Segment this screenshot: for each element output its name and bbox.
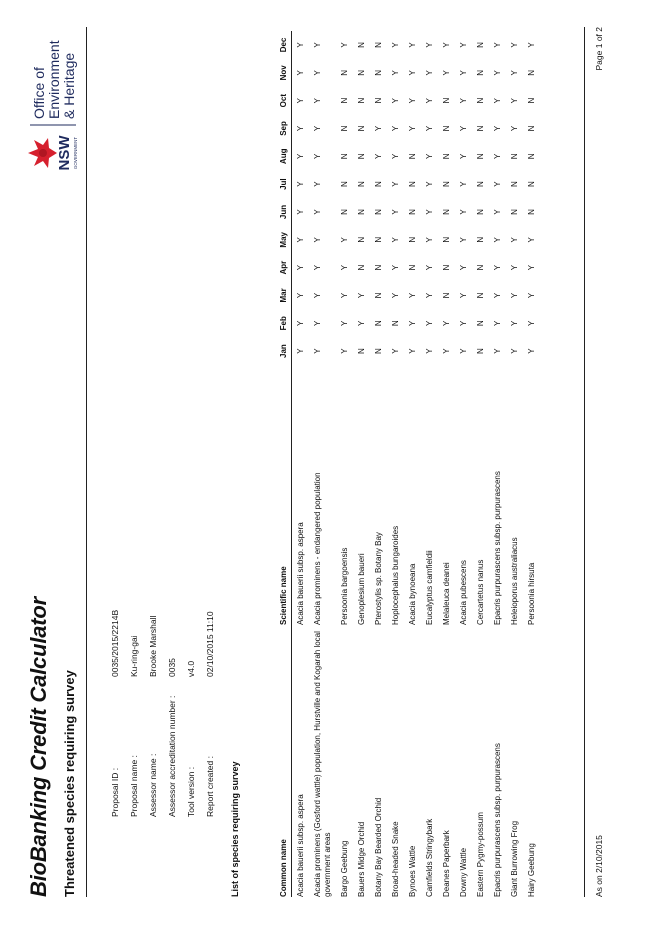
month-survey-cell: Y — [391, 125, 400, 132]
month-survey-cell: Y — [425, 348, 434, 354]
month-survey-cell: Y — [527, 292, 536, 299]
common-name-cell: Bynoes Wattle — [408, 845, 417, 897]
scientific-name-cell: Hoplocephalus bungaroides — [391, 525, 400, 625]
month-survey-cell: Y — [408, 42, 417, 48]
col-month-feb: Feb — [268, 309, 292, 337]
month-survey-cell: N — [476, 42, 485, 48]
common-name-cell: Giant Burrowing Frog — [510, 820, 519, 897]
table-row — [455, 31, 472, 897]
month-survey-cell: Y — [374, 153, 383, 159]
month-survey-cell: Y — [442, 42, 451, 48]
month-survey-cell: Y — [391, 264, 400, 271]
month-survey-cell: N — [510, 209, 519, 215]
month-survey-cell: N — [442, 97, 451, 104]
month-survey-cell: N — [408, 153, 417, 160]
month-survey-cell: N — [340, 97, 349, 104]
month-survey-cell: N — [442, 181, 451, 188]
month-survey-cell: N — [442, 125, 451, 132]
month-survey-cell: Y — [296, 320, 305, 326]
month-survey-cell: Y — [296, 97, 305, 104]
waratah-icon — [28, 138, 57, 168]
month-survey-cell: N — [476, 292, 485, 299]
month-survey-cell: N — [374, 209, 383, 215]
month-survey-cell: N — [408, 181, 417, 188]
report-subtitle: Threatened species requiring survey — [62, 670, 77, 897]
meta-value: Ku-ring-gai — [129, 635, 139, 677]
month-survey-cell: N — [357, 97, 366, 104]
meta-label: Proposal name : — [129, 755, 139, 817]
month-survey-cell: Y — [340, 42, 349, 48]
month-survey-cell: Y — [296, 348, 305, 354]
logo-environment: Environment — [46, 40, 62, 119]
month-survey-cell: Y — [442, 320, 451, 326]
proposal-details — [110, 610, 224, 817]
month-survey-cell: Y — [510, 348, 519, 354]
month-survey-cell: Y — [459, 320, 468, 326]
meta-row-tool-version — [186, 610, 205, 817]
header-divider — [86, 27, 87, 897]
month-survey-cell: Y — [493, 181, 502, 187]
month-survey-cell: Y — [459, 209, 468, 215]
month-survey-cell: Y — [459, 153, 468, 159]
month-survey-cell: Y — [425, 181, 434, 187]
table-body — [292, 31, 541, 897]
month-survey-cell: Y — [459, 42, 468, 48]
month-survey-cell: Y — [296, 237, 305, 243]
month-survey-cell: N — [527, 153, 536, 160]
col-month-aug: Aug — [268, 142, 292, 170]
month-survey-cell: Y — [493, 292, 502, 299]
table-header-row — [268, 31, 292, 897]
month-survey-cell: N — [442, 292, 451, 299]
month-survey-cell: N — [374, 42, 383, 48]
month-survey-cell: Y — [442, 348, 451, 354]
month-survey-cell: Y — [459, 125, 468, 132]
scientific-name-cell: Melaleuca deanei — [442, 562, 451, 625]
month-survey-cell: N — [527, 181, 536, 188]
scientific-name-cell: Acacia bauerii subsp. aspera — [296, 522, 305, 625]
month-survey-cell: Y — [313, 97, 322, 104]
month-survey-cell: Y — [408, 125, 417, 132]
col-month-jun: Jun — [268, 198, 292, 226]
month-survey-cell: Y — [527, 348, 536, 354]
month-survey-cell: N — [442, 153, 451, 160]
month-survey-cell: N — [357, 209, 366, 215]
meta-value: v4.0 — [186, 660, 196, 677]
meta-row-accreditation — [167, 610, 186, 817]
month-survey-cell: Y — [340, 348, 349, 354]
month-survey-cell: Y — [510, 97, 519, 104]
month-survey-cell: Y — [459, 181, 468, 187]
month-survey-cell: Y — [313, 181, 322, 187]
scientific-name-cell: Genoplesium baueri — [357, 553, 366, 625]
month-survey-cell: N — [374, 264, 383, 271]
month-survey-cell: N — [476, 97, 485, 104]
month-survey-cell: Y — [313, 348, 322, 354]
month-survey-cell: Y — [408, 70, 417, 76]
month-survey-cell: Y — [391, 209, 400, 215]
month-survey-cell: N — [357, 42, 366, 48]
month-survey-cell: N — [357, 264, 366, 271]
meta-value: Brooke Marshall — [148, 615, 158, 677]
common-name-cell: Botany Bay Bearded Orchid — [374, 797, 383, 897]
month-survey-cell: N — [357, 69, 366, 76]
month-survey-cell: N — [374, 320, 383, 327]
month-survey-cell: Y — [510, 125, 519, 132]
month-survey-cell: Y — [425, 153, 434, 159]
month-survey-cell: Y — [296, 70, 305, 76]
month-survey-cell: Y — [340, 320, 349, 326]
month-survey-cell: Y — [296, 42, 305, 48]
meta-label: Assessor name : — [148, 753, 158, 817]
month-survey-cell: Y — [408, 320, 417, 326]
meta-value: 02/10/2015 11:10 — [205, 611, 215, 677]
month-survey-cell: Y — [425, 97, 434, 104]
month-survey-cell: Y — [425, 209, 434, 215]
month-survey-cell: Y — [425, 42, 434, 48]
month-survey-cell: Y — [493, 42, 502, 48]
meta-label: Assessor accreditation number : — [167, 695, 177, 817]
month-survey-cell: Y — [391, 292, 400, 299]
month-survey-cell: Y — [493, 97, 502, 104]
common-name-cell: Hairy Geebung — [527, 843, 536, 897]
scientific-name-cell: Persoonia hirsuta — [527, 562, 536, 625]
month-survey-cell: Y — [493, 70, 502, 76]
month-survey-cell: Y — [313, 292, 322, 299]
meta-row-proposal-name — [129, 610, 148, 817]
month-survey-cell: N — [510, 153, 519, 160]
month-survey-cell: N — [340, 181, 349, 188]
month-survey-cell: N — [476, 264, 485, 271]
month-survey-cell: Y — [391, 70, 400, 76]
table-row — [489, 31, 506, 897]
table-row — [472, 31, 489, 897]
month-survey-cell: Y — [340, 237, 349, 243]
month-survey-cell: Y — [391, 348, 400, 354]
month-survey-cell: Y — [425, 320, 434, 326]
logo-heritage: & Heritage — [61, 52, 77, 119]
month-survey-cell: Y — [493, 125, 502, 132]
month-survey-cell: Y — [313, 70, 322, 76]
month-survey-cell: N — [408, 264, 417, 271]
month-survey-cell: N — [374, 69, 383, 76]
meta-label: Report created : — [205, 756, 215, 817]
month-survey-cell: Y — [493, 264, 502, 271]
month-survey-cell: Y — [391, 42, 400, 48]
month-survey-cell: N — [476, 209, 485, 215]
col-month-apr: Apr — [268, 254, 292, 282]
scientific-name-cell: Cercartetus nanus — [476, 559, 485, 625]
table-row — [523, 31, 540, 897]
scientific-name-cell: Eucalyptus camfieldii — [425, 550, 434, 625]
month-survey-cell: Y — [493, 153, 502, 159]
month-survey-cell: Y — [510, 42, 519, 48]
month-survey-cell: Y — [493, 209, 502, 215]
meta-label: Tool version : — [186, 766, 196, 817]
month-survey-cell: N — [408, 236, 417, 243]
month-survey-cell: N — [476, 69, 485, 76]
month-survey-cell: Y — [493, 348, 502, 354]
month-survey-cell: Y — [313, 125, 322, 132]
month-survey-cell: Y — [510, 292, 519, 299]
species-table — [268, 31, 540, 897]
month-survey-cell: N — [527, 209, 536, 215]
month-survey-cell: N — [391, 320, 400, 327]
table-row — [353, 31, 370, 897]
month-survey-cell: N — [476, 236, 485, 243]
oeh-logo — [26, 15, 80, 175]
scientific-name-cell: Acacia bynoeana — [408, 563, 417, 625]
month-survey-cell: Y — [425, 70, 434, 76]
month-survey-cell: Y — [391, 153, 400, 159]
common-name-cell: Bargo Geebung — [340, 840, 349, 897]
meta-label: Proposal ID : — [110, 767, 120, 817]
month-survey-cell: Y — [493, 237, 502, 243]
month-survey-cell: N — [476, 181, 485, 188]
month-survey-cell: Y — [425, 264, 434, 271]
col-month-jul: Jul — [268, 170, 292, 198]
month-survey-cell: N — [527, 69, 536, 76]
month-survey-cell: Y — [296, 153, 305, 159]
common-name-cell: Camfields Stringybark — [425, 818, 434, 897]
common-name-cell: Bauers Midge Orchid — [357, 821, 366, 897]
scientific-name-cell: Pterostylis sp. Botany Bay — [374, 532, 383, 625]
month-survey-cell: Y — [296, 209, 305, 215]
month-survey-cell: Y — [510, 320, 519, 326]
col-month-nov: Nov — [268, 59, 292, 87]
month-survey-cell: Y — [459, 292, 468, 299]
scientific-name-cell: Epacris purpurascens subsp. purpurascens — [493, 471, 502, 625]
col-scientific-name: Scientific name — [268, 365, 292, 625]
month-survey-cell: N — [442, 236, 451, 243]
scientific-name-cell: Persoonia bargoensis — [340, 547, 349, 625]
month-survey-cell: Y — [527, 237, 536, 243]
col-month-mar: Mar — [268, 282, 292, 310]
scientific-name-cell: Acacia pubescens — [459, 560, 468, 625]
month-survey-cell: Y — [296, 264, 305, 271]
month-survey-cell: N — [374, 292, 383, 299]
common-name-cell: Eastern Pygmy-possum — [476, 812, 485, 897]
logo-nsw: NSW — [56, 135, 73, 171]
month-survey-cell: Y — [391, 181, 400, 187]
col-month-dec: Dec — [268, 31, 292, 59]
col-month-may: May — [268, 226, 292, 254]
month-survey-cell: N — [476, 153, 485, 160]
month-survey-cell: Y — [357, 320, 366, 326]
month-survey-cell: Y — [313, 42, 322, 48]
month-survey-cell: N — [408, 209, 417, 215]
month-survey-cell: N — [374, 181, 383, 188]
month-survey-cell: Y — [527, 320, 536, 326]
month-survey-cell: Y — [425, 237, 434, 243]
month-survey-cell: N — [340, 153, 349, 160]
meta-row-report-created — [205, 610, 224, 817]
table-row — [404, 31, 421, 897]
month-survey-cell: N — [357, 181, 366, 188]
month-survey-cell: Y — [527, 42, 536, 48]
month-survey-cell: N — [340, 209, 349, 215]
month-survey-cell: Y — [442, 70, 451, 76]
month-survey-cell: Y — [425, 292, 434, 299]
common-name-cell: Downy Wattle — [459, 847, 468, 897]
month-survey-cell: Y — [510, 237, 519, 243]
month-survey-cell: Y — [459, 348, 468, 354]
table-row — [438, 31, 455, 897]
month-survey-cell: N — [340, 125, 349, 132]
month-survey-cell: N — [476, 125, 485, 132]
table-row — [292, 31, 310, 897]
month-survey-cell: Y — [510, 264, 519, 271]
month-survey-cell: N — [357, 348, 366, 354]
month-survey-cell: N — [527, 97, 536, 104]
footer-divider — [584, 27, 585, 897]
month-survey-cell: Y — [459, 264, 468, 271]
month-survey-cell: N — [442, 264, 451, 271]
month-survey-cell: Y — [296, 125, 305, 132]
footer-date: As on 2/10/2015 — [594, 835, 604, 897]
month-survey-cell: Y — [493, 320, 502, 326]
common-name-cell: Epacris purpurascens subsp. purpurascens — [493, 743, 502, 897]
footer-page-number: Page 1 of 2 — [594, 27, 604, 71]
month-survey-cell: N — [374, 236, 383, 243]
meta-value: 0035 — [167, 658, 177, 677]
month-survey-cell: Y — [313, 209, 322, 215]
scientific-name-cell: Acacia prominens - endangered population — [313, 472, 322, 625]
month-survey-cell: Y — [408, 97, 417, 104]
table-row — [387, 31, 404, 897]
month-survey-cell: N — [357, 153, 366, 160]
month-survey-cell: Y — [313, 320, 322, 326]
month-survey-cell: Y — [408, 348, 417, 354]
month-survey-cell: Y — [425, 125, 434, 132]
month-survey-cell: N — [357, 236, 366, 243]
month-survey-cell: Y — [313, 264, 322, 271]
month-survey-cell: Y — [527, 264, 536, 271]
month-survey-cell: N — [527, 125, 536, 132]
table-row — [309, 31, 336, 897]
month-survey-cell: Y — [459, 70, 468, 76]
table-row — [421, 31, 438, 897]
common-name-cell: Acacia prominens (Gosford wattle) population, Hurstville and Kogarah local government areas — [313, 631, 332, 897]
table-row — [336, 31, 353, 897]
col-month-oct: Oct — [268, 87, 292, 115]
month-survey-cell: Y — [357, 292, 366, 299]
meta-row-assessor-name — [148, 610, 167, 817]
table-row — [506, 31, 523, 897]
col-common-name: Common name — [268, 625, 292, 897]
common-name-cell: Deanes Paperbark — [442, 830, 451, 897]
month-survey-cell: Y — [340, 264, 349, 271]
meta-value: 0035/2015/2214B — [110, 609, 120, 677]
month-survey-cell: N — [510, 181, 519, 188]
month-survey-cell: Y — [313, 237, 322, 243]
month-survey-cell: Y — [296, 181, 305, 187]
col-month-jan: Jan — [268, 337, 292, 365]
common-name-cell: Acacia bauerii subsp. aspera — [296, 794, 305, 897]
month-survey-cell: N — [442, 209, 451, 215]
scientific-name-cell: Heleioporus australiacus — [510, 537, 519, 625]
month-survey-cell: Y — [459, 237, 468, 243]
month-survey-cell: Y — [459, 97, 468, 104]
report-title: BioBanking Credit Calculator — [26, 597, 51, 897]
month-survey-cell: N — [374, 348, 383, 354]
month-survey-cell: Y — [408, 292, 417, 299]
common-name-cell: Broad-headed Snake — [391, 821, 400, 897]
meta-row-proposal-id — [110, 610, 129, 817]
month-survey-cell: Y — [374, 125, 383, 132]
month-survey-cell: N — [374, 97, 383, 104]
month-survey-cell: N — [476, 348, 485, 354]
month-survey-cell: Y — [313, 153, 322, 159]
month-survey-cell: N — [357, 125, 366, 132]
month-survey-cell: Y — [296, 292, 305, 299]
month-survey-cell: Y — [510, 70, 519, 76]
month-survey-cell: Y — [391, 237, 400, 243]
logo-government: GOVERNMENT — [73, 136, 78, 170]
month-survey-cell: N — [476, 320, 485, 327]
month-survey-cell: N — [340, 69, 349, 76]
table-row — [370, 31, 387, 897]
month-survey-cell: Y — [340, 292, 349, 299]
month-survey-cell: Y — [391, 97, 400, 104]
col-month-sep: Sep — [268, 115, 292, 143]
species-list-heading: List of species requiring survey — [230, 761, 240, 897]
logo-office: Office of — [31, 67, 47, 119]
